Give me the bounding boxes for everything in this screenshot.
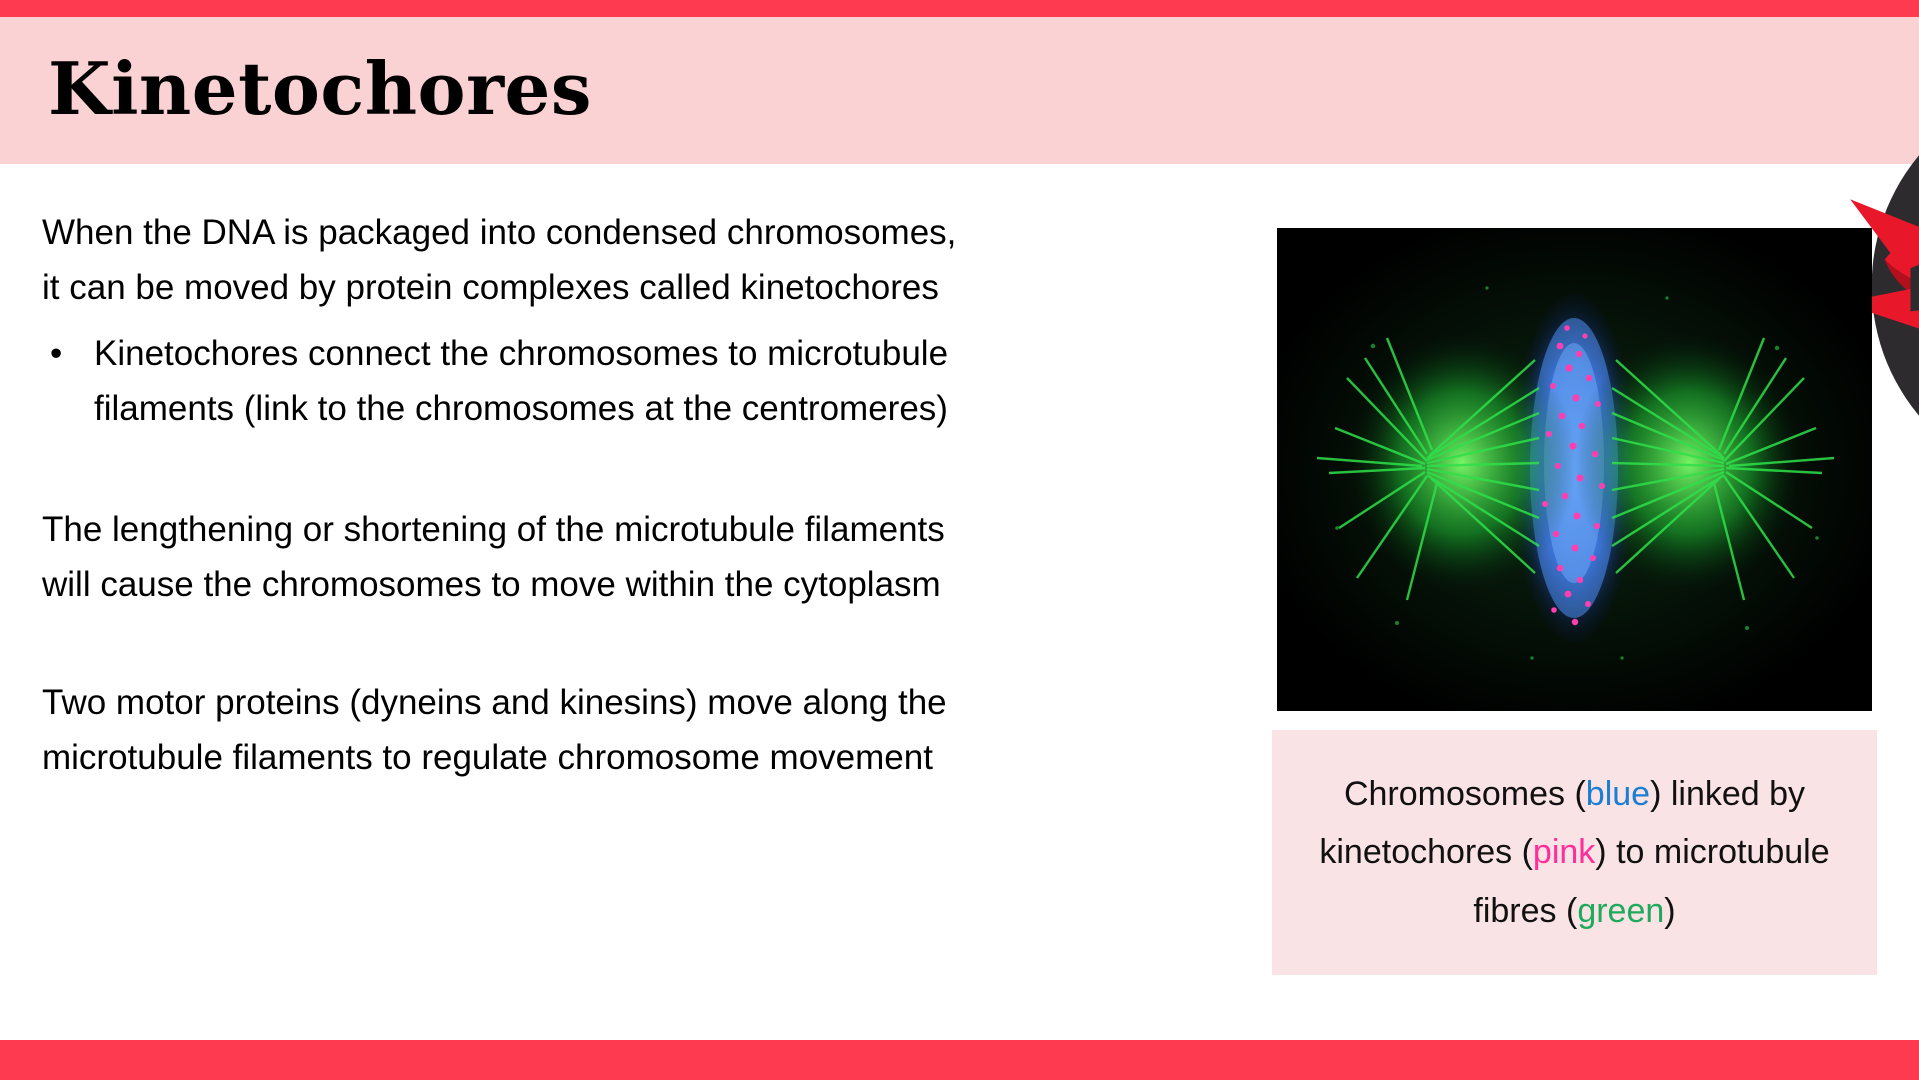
caption-part-1: Chromosomes (: [1343, 774, 1586, 813]
top-accent-bar: [0, 0, 1919, 17]
figure-caption: [1272, 730, 1877, 975]
paragraph-2-line-1: The lengthening or shortening of the microtubule filaments: [42, 510, 945, 550]
text-spacer: [42, 466, 1237, 502]
bullet-item-1-text: [94, 326, 1237, 437]
paragraph-2-line-2: will cause the chromosomes to move within the cytoplasm: [42, 565, 941, 605]
page-title: Kinetochores: [48, 46, 592, 131]
paragraph-3-line-1: Two motor proteins (dyneins and kinesins) move along the: [42, 682, 947, 722]
bullet-item-1: [42, 326, 1237, 437]
caption-pink-word: pink: [1532, 833, 1596, 872]
ninja-logo: [1751, 44, 1871, 156]
bullet-1-line-2: filaments (link to the chromosomes at the centromeres): [94, 388, 948, 428]
paragraph-1-line-2: it can be moved by protein complexes called kinetochores: [42, 268, 939, 308]
body-text-column: [42, 205, 1237, 811]
figure-caption-text: [1298, 765, 1851, 940]
paragraph-2: [42, 502, 1237, 613]
bullet-marker: •: [50, 333, 63, 373]
caption-blue-word: blue: [1585, 774, 1651, 813]
title-band: [0, 17, 1919, 164]
bottom-accent-bar: [0, 1040, 1919, 1080]
paragraph-1-line-1: When the DNA is packaged into condensed chromosomes,: [42, 213, 957, 252]
paragraph-3-line-2: microtubule filaments to regulate chromosome movement: [42, 738, 933, 778]
caption-part-3: ) to microtubule fibres (: [1473, 833, 1830, 930]
mitotic-spindle-graphic: [1277, 228, 1872, 711]
caption-part-2: ) linked by kinetochores (: [1319, 774, 1806, 872]
caption-part-4: ): [1664, 891, 1676, 930]
paragraph-1: [42, 205, 1237, 316]
bullet-1-line-1: Kinetochores connect the chromosomes to microtubule: [94, 333, 949, 373]
paragraph-3: [42, 675, 1237, 786]
caption-green-word: green: [1577, 891, 1665, 930]
text-spacer-2: [42, 639, 1237, 675]
mitotic-spindle-image: [1277, 228, 1872, 711]
